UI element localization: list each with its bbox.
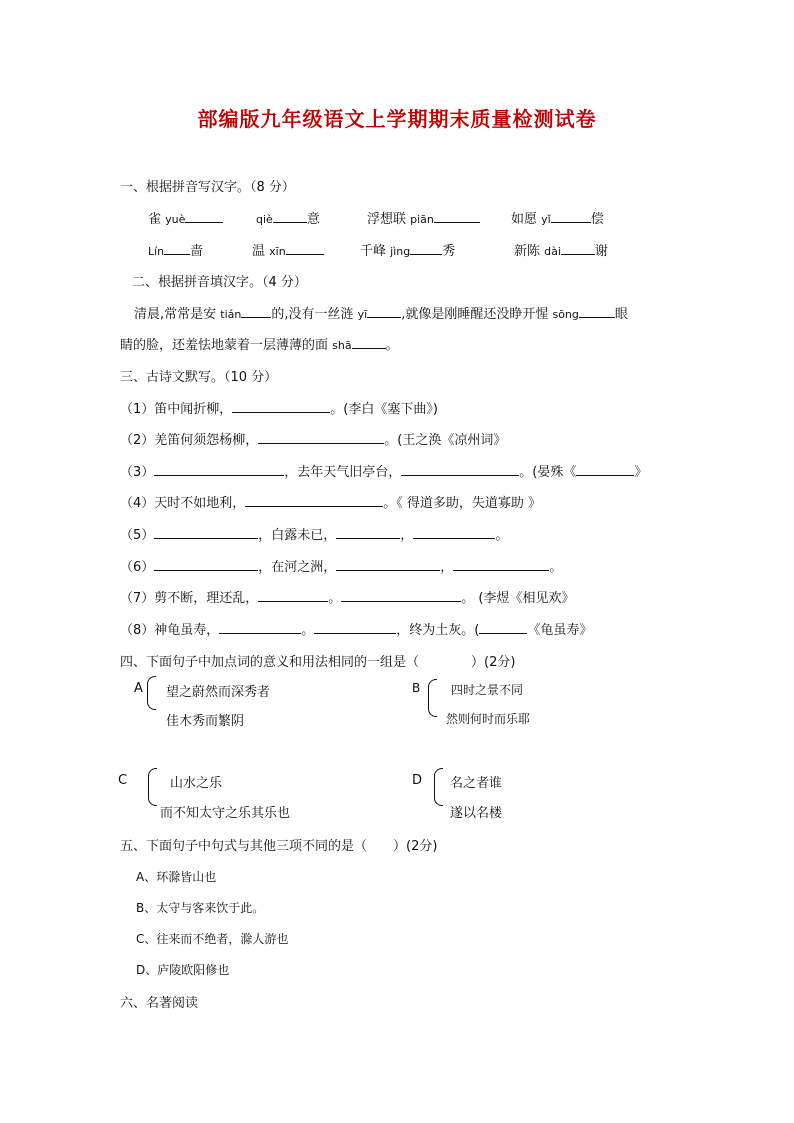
- s5-option-d: D、庐陵欧阳修也: [136, 963, 230, 977]
- s1-item-1: 雀 yuè: [148, 208, 223, 227]
- s4-option-d-brace: [434, 768, 443, 806]
- s4-option-b-label: B: [412, 681, 421, 695]
- s4-option-d-label: D: [412, 773, 423, 788]
- s1-item-7: 千峰 jìng 秀: [360, 240, 455, 259]
- page-title: 部编版九年级语文上学期期末质量检测试卷: [197, 107, 597, 131]
- s3-question-6: （6） ，在河之洲， ， 。: [120, 556, 562, 575]
- s1-item-8: 新陈 dài 谢: [514, 240, 608, 259]
- s5-option-a: A、环滁皆山也: [136, 870, 217, 884]
- s1-item-4: 如愿 yǐ 偿: [511, 208, 604, 227]
- s4-option-a-sentence-2: 佳木秀而繁阴: [166, 714, 245, 729]
- s4-option-c-label: C: [118, 773, 128, 788]
- s4-option-c-sentence-2: 而不知太守之乐其乐也: [160, 806, 291, 821]
- s1-item-3: 浮想联 piān: [367, 208, 480, 227]
- s4-option-b-brace: [428, 679, 437, 717]
- s3-question-8: （8）神龟虽寿， 。 ，终为土灰。( 《龟虽寿》: [120, 619, 592, 638]
- section-1-heading: 一、根据拼音写汉字。（8 分）: [120, 180, 295, 195]
- s4-option-b-sentence-1: 四时之景不同: [451, 683, 524, 697]
- s2-line-1: 清晨,常常是安 tián 的,没有一丝涟 yī ,就像是刚睡醒还没睁开惺 sōng 眼: [134, 303, 628, 322]
- s5-option-c: C、往来而不绝者，滁人游也: [136, 932, 289, 946]
- s4-option-c-brace: [148, 768, 157, 806]
- s1-item-2: qiè 意: [256, 208, 320, 227]
- s4-option-c-sentence-1: 山水之乐: [170, 776, 223, 791]
- s3-question-7: （7）剪不断，理还乱， 。 。 (李煜《相见欢》: [120, 587, 575, 606]
- s4-option-a-sentence-1: 望之蔚然而深秀者: [166, 685, 271, 700]
- section-3-heading: 三、古诗文默写。（10 分）: [120, 370, 278, 385]
- s3-question-5: （5） ，白露未已， ， 。: [120, 524, 508, 543]
- s3-question-3: （3） ，去年天气旧亭台， 。(晏殊《 》: [120, 461, 647, 480]
- s3-question-1: （1）笛中闻折柳， 。(李白《塞下曲》): [120, 398, 438, 417]
- s5-option-b: B、太守与客来饮于此。: [136, 901, 265, 915]
- s4-option-a-label: A: [134, 681, 143, 696]
- section-6-heading: 六、名著阅读: [120, 996, 199, 1011]
- s1-item-5: Lín 啬: [148, 240, 203, 259]
- section-5-heading: 五、下面句子中句式与其他三项不同的是（ ）(2分): [120, 839, 438, 854]
- s3-question-4: （4）天时不如地利， 。《 得道多助，失道寡助 》: [120, 492, 541, 511]
- s3-question-2: （2）羌笛何须怨杨柳， 。(王之涣《凉州词》: [120, 429, 506, 448]
- section-4-heading: 四、下面句子中加点词的意义和用法相同的一组是（ ）(2分): [120, 655, 516, 670]
- s4-option-a-brace: [147, 676, 156, 710]
- s4-option-d-sentence-2: 遂以名楼: [450, 806, 503, 821]
- s2-line-2: 睛的脸，还羞怯地蒙着一层薄薄的面 shā 。: [120, 334, 399, 353]
- s4-option-d-sentence-1: 名之者谁: [450, 776, 503, 791]
- s4-option-b-sentence-2: 然则何时而乐耶: [446, 712, 531, 726]
- section-2-heading: 二、根据拼音填汉字。（4 分）: [132, 275, 307, 290]
- s1-item-6: 温 xīn: [252, 240, 324, 259]
